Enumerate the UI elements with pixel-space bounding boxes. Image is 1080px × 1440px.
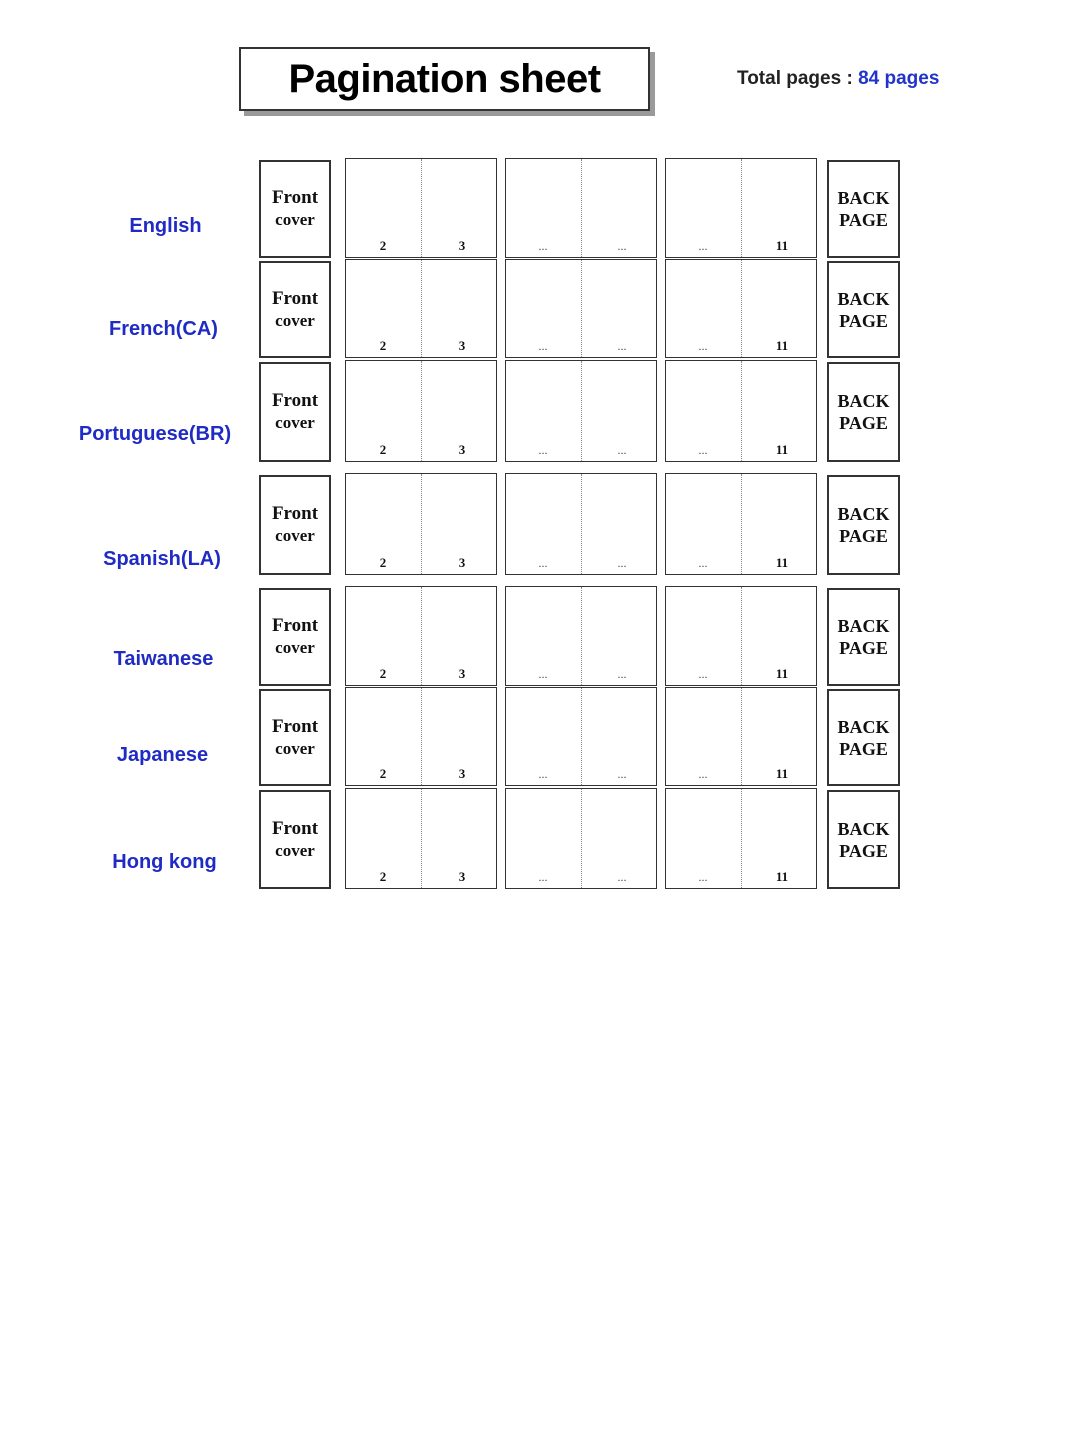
language-label: Spanish(LA) — [103, 548, 221, 570]
left-page-number: ... — [538, 870, 548, 884]
total-pages-label: Total pages : — [737, 68, 853, 89]
back-page — [827, 261, 900, 358]
front-cover-page — [259, 790, 331, 889]
left-page-number: ... — [698, 767, 708, 781]
left-page-number: 2 — [379, 442, 387, 457]
page-spread — [345, 259, 497, 358]
page-spread — [345, 473, 497, 575]
page-spread — [505, 158, 657, 258]
page-spread — [665, 473, 817, 575]
page-spread — [505, 687, 657, 786]
page-spread — [345, 788, 497, 889]
front-cover-sublabel: cover — [275, 413, 315, 432]
front-cover-sublabel: cover — [275, 310, 315, 330]
right-page-number: ... — [617, 667, 627, 681]
front-cover-sublabel: cover — [275, 840, 315, 860]
page-spread — [345, 360, 497, 462]
page-spread — [345, 687, 497, 786]
right-page-number: 3 — [458, 238, 466, 253]
back-page-label: BACK — [837, 391, 890, 411]
page-spread — [505, 259, 657, 358]
back-page-label: BACK — [837, 616, 890, 636]
total-pages-value: 84 pages — [858, 68, 940, 89]
right-page-number: ... — [617, 239, 627, 253]
front-cover-page — [259, 689, 331, 786]
left-page-number: ... — [538, 239, 548, 253]
page-spread — [345, 158, 497, 258]
back-page — [827, 160, 900, 258]
back-page-label: BACK — [837, 504, 890, 524]
front-cover-label: Front — [271, 287, 319, 309]
left-page-number: 2 — [379, 338, 387, 353]
back-page — [827, 588, 900, 686]
page-spread — [505, 788, 657, 889]
back-page-label: BACK — [837, 188, 890, 208]
back-page-sublabel: PAGE — [839, 638, 888, 658]
language-label: Portuguese(BR) — [78, 423, 232, 445]
right-page-number: 11 — [775, 766, 789, 781]
front-cover-sublabel: cover — [275, 738, 315, 758]
front-cover-label: Front — [271, 187, 319, 208]
back-page — [827, 689, 900, 786]
right-page-number: 3 — [458, 666, 466, 681]
right-page-number: 11 — [775, 555, 789, 570]
front-cover-label: Front — [271, 615, 319, 636]
left-page-number: ... — [538, 339, 548, 353]
back-page-sublabel: PAGE — [839, 210, 888, 230]
page-spread — [665, 158, 817, 258]
front-cover-page — [259, 362, 331, 462]
left-page-number: ... — [538, 556, 548, 570]
page-spread — [665, 360, 817, 462]
language-label: Taiwanese — [113, 648, 214, 670]
page-spread — [505, 586, 657, 686]
page-spread — [665, 687, 817, 786]
right-page-number: 11 — [775, 869, 789, 884]
right-page-number: 11 — [775, 442, 789, 457]
back-page — [827, 475, 900, 575]
left-page-number: ... — [698, 443, 708, 457]
language-label: Hong kong — [112, 851, 217, 873]
right-page-number: 3 — [458, 766, 466, 781]
right-page-number: ... — [617, 443, 627, 457]
front-cover-sublabel: cover — [275, 526, 315, 545]
back-page — [827, 790, 900, 889]
left-page-number: ... — [538, 667, 548, 681]
front-cover-page — [259, 475, 331, 575]
right-page-number: ... — [617, 767, 627, 781]
left-page-number: 2 — [379, 666, 387, 681]
right-page-number: 3 — [458, 555, 466, 570]
back-page — [827, 362, 900, 462]
right-page-number: 3 — [458, 869, 466, 884]
language-label: French(CA) — [109, 318, 218, 340]
back-page-label: BACK — [837, 716, 890, 737]
total-pages — [737, 68, 939, 90]
left-page-number: 2 — [379, 869, 387, 884]
back-page-sublabel: PAGE — [839, 413, 888, 433]
front-cover-page — [259, 588, 331, 686]
left-page-number: ... — [538, 767, 548, 781]
front-cover-label: Front — [271, 715, 319, 737]
right-page-number: 11 — [775, 238, 789, 253]
language-label: English — [129, 215, 202, 237]
left-page-number: ... — [698, 667, 708, 681]
right-page-number: ... — [617, 339, 627, 353]
back-page-label: BACK — [837, 288, 890, 309]
left-page-number: 2 — [379, 766, 387, 781]
page-spread — [505, 360, 657, 462]
page-spread — [665, 586, 817, 686]
page-title: Pagination sheet — [239, 47, 650, 111]
left-page-number: ... — [698, 870, 708, 884]
left-page-number: ... — [698, 239, 708, 253]
left-page-number: ... — [698, 556, 708, 570]
right-page-number: 3 — [458, 338, 466, 353]
language-label: Japanese — [116, 744, 209, 766]
back-page-sublabel: PAGE — [839, 526, 888, 546]
left-page-number: 2 — [379, 238, 387, 253]
page-spread — [345, 586, 497, 686]
front-cover-page — [259, 261, 331, 358]
front-cover-label: Front — [271, 503, 319, 524]
right-page-number: ... — [617, 556, 627, 570]
right-page-number: 11 — [775, 338, 789, 353]
left-page-number: ... — [538, 443, 548, 457]
left-page-number: 2 — [379, 555, 387, 570]
page-spread — [665, 259, 817, 358]
front-cover-label: Front — [271, 817, 319, 839]
page-spread — [505, 473, 657, 575]
back-page-label: BACK — [837, 818, 890, 839]
page-spread — [665, 788, 817, 889]
front-cover-sublabel: cover — [275, 210, 315, 229]
front-cover-label: Front — [271, 390, 319, 411]
left-page-number: ... — [698, 339, 708, 353]
right-page-number: 11 — [775, 666, 789, 681]
right-page-number: ... — [617, 870, 627, 884]
right-page-number: 3 — [458, 442, 466, 457]
front-cover-page — [259, 160, 331, 258]
back-page-sublabel: PAGE — [839, 738, 888, 759]
front-cover-sublabel: cover — [275, 638, 315, 657]
back-page-sublabel: PAGE — [839, 840, 888, 861]
back-page-sublabel: PAGE — [839, 310, 888, 331]
